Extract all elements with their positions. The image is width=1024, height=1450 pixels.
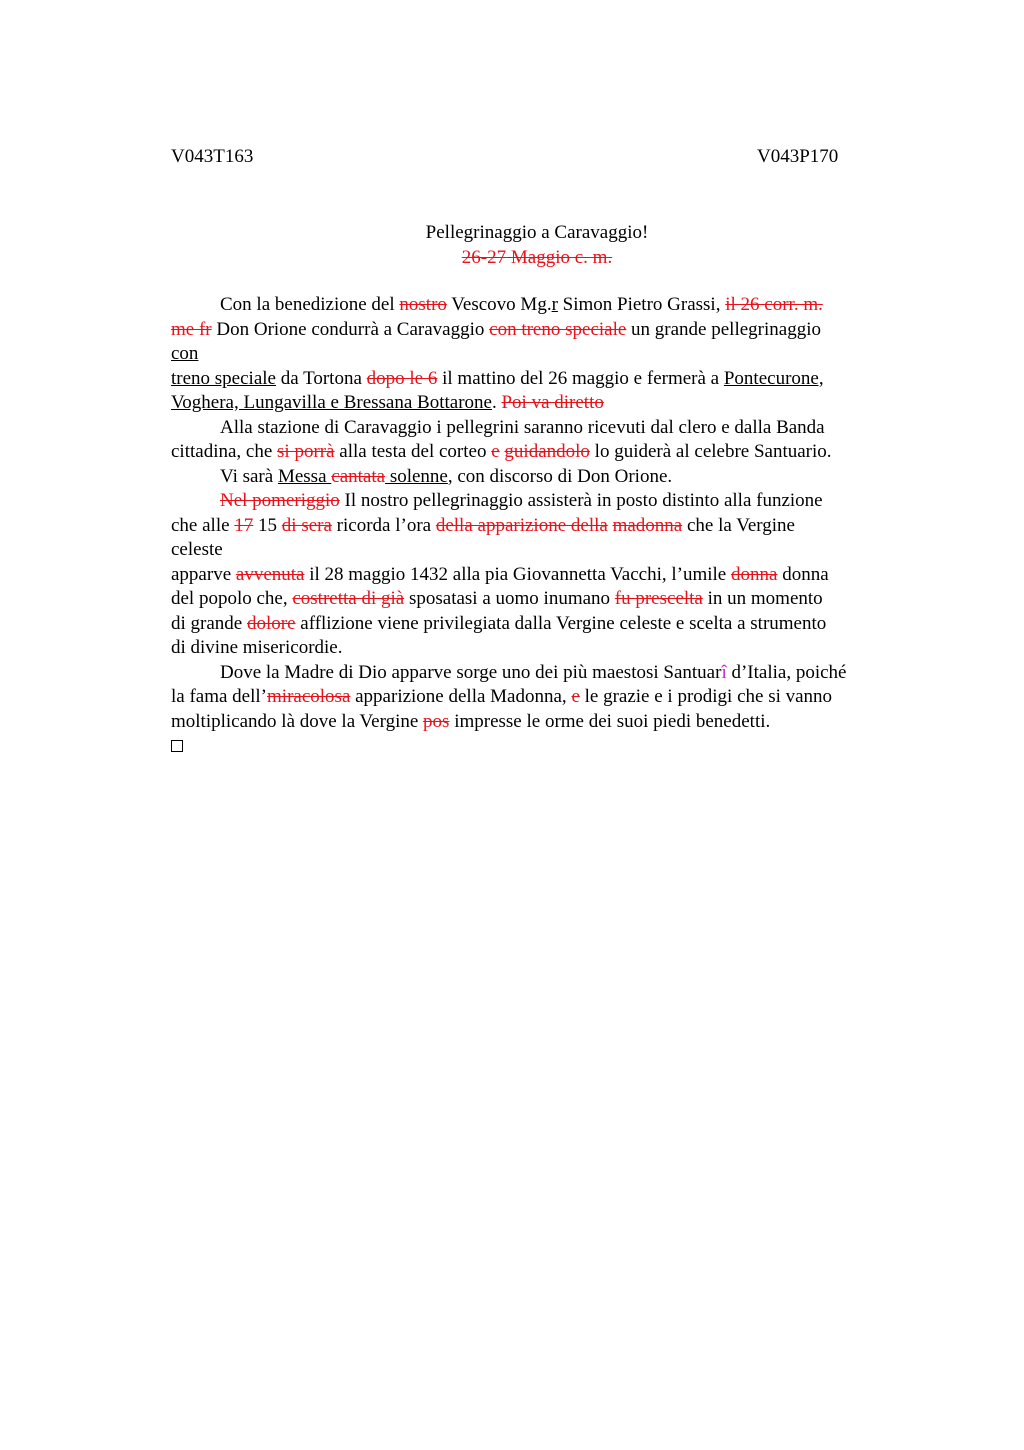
underlined-text: Voghera, Lungavilla e Bressana Bottarone <box>171 392 492 413</box>
text-line <box>171 465 907 490</box>
deleted-text: con treno speciale <box>489 318 627 340</box>
deleted-text: il 26 corr. m. <box>725 294 823 315</box>
deleted-text: e <box>491 441 500 462</box>
deleted-text: miracolosa <box>267 686 351 707</box>
text-line <box>171 612 907 637</box>
text-segment: . <box>491 392 502 413</box>
text-segment: il mattino del 26 maggio e fermerà a <box>437 367 724 389</box>
deleted-text: si porrà <box>277 441 335 462</box>
deleted-text: nostro <box>399 294 447 315</box>
title-block <box>171 221 903 270</box>
text-segment: ricorda l’ora <box>331 514 436 536</box>
text-segment: Vescovo Mg. <box>446 294 552 315</box>
deleted-text: di sera <box>281 514 332 536</box>
text-segment: d’Italia, poiché <box>726 661 847 683</box>
deleted-text: Poi va diretto <box>501 392 604 413</box>
text-segment: impresse le orme dei suoi piedi benedetti. <box>449 710 771 732</box>
deleted-text: dolore <box>246 612 296 634</box>
text-segment: apparizione della Madonna, <box>350 686 572 707</box>
underlined-text: r <box>551 294 558 315</box>
text-segment: che la Vergine <box>682 514 795 536</box>
text-segment: cittadina, che <box>171 441 278 462</box>
text-line <box>171 489 907 514</box>
text-segment: afflizione viene privilegiata dalla Vergine celeste e scelta a strumento <box>295 612 827 634</box>
deleted-text: 17 <box>234 514 254 536</box>
text-segment: Alla stazione di Caravaggio i pellegrini saranno ricevuti dal clero e dalla Banda <box>220 416 825 438</box>
text-line <box>171 661 907 686</box>
deleted-subtitle: 26-27 Maggio c. m. <box>461 246 613 268</box>
text-line <box>171 318 907 343</box>
deleted-text: costretta di già <box>292 588 405 609</box>
underlined-text: con <box>171 343 199 364</box>
text-segment: celeste <box>171 539 223 560</box>
text-line <box>171 342 907 367</box>
text-segment: moltiplicando là dove la Vergine <box>171 710 424 732</box>
document-title: Pellegrinaggio a Caravaggio! <box>425 222 649 243</box>
text-segment: la fama dell’ <box>171 686 268 707</box>
text-line <box>171 391 907 416</box>
text-line <box>171 293 907 318</box>
header-right-code: V043P170 <box>757 146 839 167</box>
text-segment: Dove la Madre di Dio apparve sorge uno dei più maestosi Santuar <box>220 661 722 683</box>
deleted-text: pos <box>423 710 450 732</box>
text-segment: lo guiderà al celebre Santuario. <box>589 441 832 462</box>
text-segment: di divine misericordie. <box>171 637 343 658</box>
deleted-text: cantata <box>331 465 386 487</box>
text-line <box>171 685 907 710</box>
text-line <box>171 710 907 735</box>
underlined-text: solenne <box>385 465 448 487</box>
deleted-text: donna <box>731 563 778 585</box>
text-segment: , con discorso di Don Orione. <box>447 465 673 487</box>
text-segment: il 28 maggio 1432 alla pia Giovannetta Vacchi, l’umile <box>304 563 731 585</box>
text-segment: che alle <box>171 514 235 536</box>
header-left-code: V043T163 <box>171 146 254 167</box>
deleted-text: madonna <box>612 514 683 536</box>
underlined-text: treno speciale <box>171 367 276 389</box>
text-segment: Vi sarà <box>220 465 278 487</box>
text-segment: un grande pellegrinaggio <box>626 318 821 340</box>
end-line <box>171 734 907 759</box>
text-segment: 15 <box>253 514 282 536</box>
text-segment: le grazie e i prodigi che si vanno <box>579 686 833 707</box>
end-square-icon <box>171 740 183 752</box>
text-segment: alla testa del corteo <box>334 441 492 462</box>
underlined-text: Messa <box>277 465 332 487</box>
text-line <box>171 514 907 539</box>
text-line <box>171 587 907 612</box>
text-segment: apparve <box>171 563 236 585</box>
text-segment: sposatasi a uomo inumano <box>404 588 615 609</box>
deleted-text: e <box>571 686 580 707</box>
deleted-text: dopo le 6 <box>366 367 438 389</box>
text-line <box>171 636 907 661</box>
text-line <box>171 440 907 465</box>
text-line <box>171 538 907 563</box>
text-segment: del popolo che, <box>171 588 293 609</box>
text-segment: Il nostro pellegrinaggio assisterà in posto distinto alla funzione <box>339 490 823 511</box>
deleted-text: Nel pomeriggio <box>220 490 340 511</box>
text-line <box>171 563 907 588</box>
deleted-text: guidandolo <box>504 441 590 462</box>
text-segment: Con la benedizione del <box>220 294 400 315</box>
deleted-text: della apparizione della <box>435 514 608 536</box>
text-segment: Simon Pietro Grassi, <box>557 294 726 315</box>
inserted-mark: î <box>721 661 727 683</box>
deleted-text: avvenuta <box>235 563 305 585</box>
text-segment: donna <box>777 563 829 585</box>
deleted-text: fu prescelta <box>614 588 703 609</box>
document-body <box>171 293 907 759</box>
underlined-text: Pontecurone, <box>723 367 824 389</box>
text-segment: da Tortona <box>275 367 367 389</box>
text-line <box>171 367 907 392</box>
text-segment: Don Orione condurrà a Caravaggio <box>211 318 490 340</box>
text-segment: di grande <box>171 612 247 634</box>
text-line <box>171 416 907 441</box>
deleted-text: me fr <box>171 318 212 340</box>
text-segment: in un momento <box>702 588 823 609</box>
